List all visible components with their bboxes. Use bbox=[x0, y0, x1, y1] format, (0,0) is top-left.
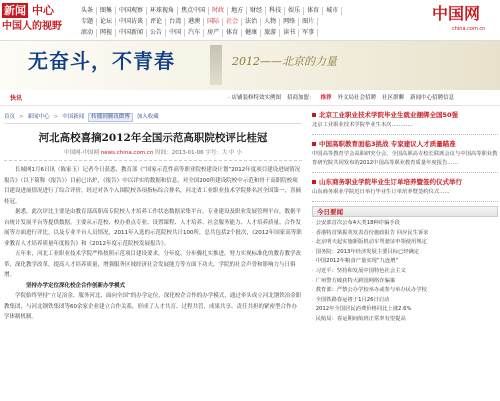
nav-link[interactable]: 房产 bbox=[204, 29, 223, 37]
china-net-logo[interactable] bbox=[432, 4, 498, 34]
nav-link[interactable]: 健康 bbox=[242, 29, 261, 37]
today-headline-item[interactable]: · 国务院：2013年经济发展主要目标已经确定 bbox=[312, 248, 498, 258]
bullet-square-icon bbox=[312, 142, 316, 146]
logo-slogan: 中国人的视野 bbox=[2, 21, 62, 32]
breadcrumb-news-center[interactable]: 新闻中心 bbox=[27, 114, 50, 121]
today-headline-item[interactable]: · 习近平：坚持和发展中国特色社会主义 bbox=[312, 267, 498, 277]
flash-news-bar bbox=[0, 92, 500, 106]
nav-link[interactable]: 台湾 bbox=[166, 18, 185, 26]
article-site[interactable]: news.china.com.cn bbox=[100, 150, 154, 157]
flash-news-link[interactable]: 社区群聊 bbox=[382, 95, 405, 101]
sidebar-news-item bbox=[312, 177, 498, 202]
bullet-square-icon bbox=[312, 113, 316, 117]
nav-link[interactable]: 专题 bbox=[78, 18, 97, 26]
nav-link[interactable]: 地方 bbox=[228, 7, 247, 15]
article bbox=[4, 126, 302, 401]
logo-brand-news: 新闻 bbox=[4, 4, 26, 17]
nav-link[interactable]: 军事 bbox=[299, 29, 318, 37]
article-date: 时间：2013-01-06 bbox=[155, 150, 204, 157]
nav-link[interactable]: 法治 bbox=[242, 18, 261, 26]
site-header bbox=[0, 0, 500, 40]
flash-news-label: 快讯 bbox=[10, 95, 23, 102]
today-headlines bbox=[312, 206, 498, 325]
banner-slogan: 无奋斗，不青春 bbox=[28, 49, 175, 73]
nav-link[interactable]: 时政 bbox=[209, 7, 228, 15]
article-source[interactable]: 中国网-中国网 bbox=[64, 150, 100, 157]
font-size-switch[interactable]: 字号：大 中 小 bbox=[205, 150, 242, 157]
nav-link[interactable]: 头条 bbox=[78, 7, 97, 15]
flash-news-links bbox=[228, 95, 454, 102]
nav-link[interactable]: 科技 bbox=[266, 7, 285, 15]
nav-link[interactable]: 公告 bbox=[147, 29, 166, 37]
nav-link[interactable]: 中国 bbox=[166, 29, 185, 37]
flash-news-link[interactable]: 推荐 bbox=[320, 95, 332, 101]
today-headlines-title: 今日要闻 bbox=[312, 206, 498, 217]
nav-link[interactable]: 体育 bbox=[223, 29, 242, 37]
breadcrumb-china-news[interactable]: 中国新闻 bbox=[62, 114, 85, 121]
flash-news-link[interactable]: 新闻中心招聘信息 bbox=[410, 95, 455, 101]
today-headline-item[interactable]: · 公安部首次公布4大类18种诈骗手段 bbox=[312, 219, 498, 229]
nav-link[interactable]: 网视 bbox=[97, 29, 116, 37]
sidebar-news-item bbox=[312, 139, 498, 173]
sidebar-news-headline[interactable]: 北京工业职业技术学院毕业生就业捆绑全国50强 bbox=[312, 110, 498, 120]
nav-link[interactable]: 中国观察 bbox=[116, 7, 147, 15]
logo-brand-center: 中心 bbox=[32, 4, 54, 17]
sidebar-news-desc: 中国高等教育学会高职研究分会、全国高职高专校长联席会议与中国高等职业教育研究院共同发布的2012中国高等职业教育质量年度报告…… bbox=[312, 151, 498, 166]
flash-news-link[interactable]: 外文局社会招聘 bbox=[337, 95, 377, 101]
nav-link[interactable]: 人物 bbox=[261, 18, 280, 26]
bullet-square-icon bbox=[312, 180, 316, 184]
flash-news-link[interactable]: 招商加盟： bbox=[287, 95, 315, 101]
article-body bbox=[4, 165, 302, 323]
nav-link[interactable]: 汽车 bbox=[185, 29, 204, 37]
today-headline-item[interactable]: · 民航局：春运期间航班正常率有望提高 bbox=[312, 315, 498, 325]
nav-link[interactable]: 网络 bbox=[280, 18, 299, 26]
article-title: 河北高校喜摘2012年全国示范高职院校评比桂冠 bbox=[38, 132, 268, 144]
nav-row-3 bbox=[78, 28, 426, 38]
sidebar-news-desc: 山东商务职业学院近日举行毕业生订单培养暨签约仪式…… bbox=[312, 189, 450, 195]
sidebar-news-desc: 北京工业职业技术学院毕业生本次………… bbox=[312, 122, 413, 128]
nav-link[interactable]: 论坛 bbox=[97, 18, 116, 26]
article-paragraph: 长城网1月6日讯（陈家玉）记者今日获悉，教育部《“国家示范性高等职业院校建设计划”2012年度项目建设进展情况报告》（以下简称《报告》）目前已出炉，《报告》中以详实的数据和信息，对全国200所建设院校中示范和骨干高职院校项目建设进展情况进行了综合评价，经过对各个入围院校各项指标综合排名，河北省工业职业技术学院排名居全国第一，喜摘桂冠。 bbox=[4, 167, 302, 205]
article-meta bbox=[4, 150, 302, 161]
article-paragraph: 据悉，此次评比主要是由教育部高职高专院校人才培养工作状态数据采集平台，专业建设及职业发展管理平台，数据平台统计发展平台等提供数据。主要从示范校、校办重点专业、设置课程、人才培养、社会服务能力、人才培养质量、合作发展等方面进行评比。以及专业平台人员情况，2011年入选的示范院校共计100所，总共包括2个批次，《2012年国家高等职业教育人才培养质量年度报告》和《2012年度示范院校发展报告》。 bbox=[4, 209, 302, 247]
today-headlines-list bbox=[312, 219, 498, 325]
china-net-url: china.com.cn bbox=[452, 26, 486, 32]
nav-link[interactable]: 环球视角 bbox=[147, 7, 178, 15]
nav-link[interactable]: 社会 bbox=[223, 18, 242, 26]
sidebar-news-item bbox=[312, 110, 498, 135]
sidebar-news-headline[interactable]: 山东商务职业学院毕业生订单培养暨签约仪式举行 bbox=[312, 177, 498, 187]
sidebar bbox=[312, 110, 498, 401]
article-paragraph: 五年来，河北工业职业技术学院严格按照示范项目建设要求，分年度、分步骤扎实推进，努力实现标准化的教育教学改革，深化教学改革，提高人才培养质量，增强服务区域经济社会发展能力等方面下功夫，学院的社会声誉和影响力与日俱增。 bbox=[4, 251, 302, 278]
today-headline-item[interactable]: · 香港特首梁振英发表首份施政报告 回应民生诉求 bbox=[312, 229, 498, 239]
nav-row-1 bbox=[78, 6, 426, 16]
today-headline-item[interactable]: · 广州警方破获特大跨国网络诈骗案 bbox=[312, 277, 498, 287]
banner-ink-decoration bbox=[210, 45, 222, 85]
site-logo[interactable] bbox=[2, 3, 72, 37]
nav-link[interactable]: 焦点中国 bbox=[178, 7, 209, 15]
nav-link[interactable]: 图片 bbox=[299, 18, 318, 26]
banner-ad[interactable] bbox=[0, 40, 500, 90]
article-paragraph: 学院始终坚持“立足冶金、服务河北、面向全国”的办学定位，深化校企合作的办学模式，通过牵头成立河北钢铁冶金职教集团，与河北钢铁集团等60余家企业建立合作关系，形成了人才共育、过程共管、成果共享、责任共担的紧密型合作办学体制机制。 bbox=[4, 293, 302, 320]
nav-link[interactable]: 中国访谈 bbox=[116, 18, 147, 26]
nav-link[interactable]: 滚动 bbox=[78, 29, 97, 37]
breadcrumb: 首页 > 新闻中心 > 中国新闻 转播到腾讯微博 加入收藏 bbox=[4, 112, 302, 124]
nav-link[interactable]: 财经 bbox=[247, 7, 266, 15]
today-headline-item[interactable]: · 中国2012年粮食产量实现“九连增” bbox=[312, 257, 498, 267]
breadcrumb-home[interactable]: 首页 bbox=[4, 114, 16, 121]
nav-link[interactable]: 娱乐 bbox=[285, 7, 304, 15]
today-headline-item[interactable]: · 北京明天起实施新版机动车驾驶证申领使用规定 bbox=[312, 238, 498, 248]
nav-link[interactable]: 读书 bbox=[280, 29, 299, 37]
top-nav bbox=[78, 6, 426, 39]
today-headline-item[interactable]: · 教育部：严禁公办学校举办或参与举办民办学校 bbox=[312, 286, 498, 296]
today-headline-item[interactable]: · 2012年全国居民消费价格同比上涨2.6% bbox=[312, 305, 498, 315]
today-headline-item[interactable]: · 全国铁路春运将于1月26日启动 bbox=[312, 296, 498, 306]
nav-link[interactable]: 中国新闻 bbox=[116, 29, 147, 37]
nav-link[interactable]: 图集 bbox=[97, 7, 116, 15]
china-net-logo-text: 中国网 bbox=[432, 4, 481, 23]
nav-link[interactable]: 体育 bbox=[304, 7, 323, 15]
add-favorite-link[interactable]: 加入收藏 bbox=[136, 114, 159, 121]
nav-row-2 bbox=[78, 17, 426, 27]
flash-news-link[interactable]: · 店铺装修特效实例图 bbox=[228, 95, 281, 101]
share-to-weibo-button[interactable]: 转播到腾讯微博 bbox=[88, 113, 133, 122]
nav-link[interactable]: 城市 bbox=[323, 7, 342, 15]
sidebar-news-headline[interactable]: 中国高职教育面临3挑战 专家建议人才质量瞄准 bbox=[312, 139, 498, 149]
nav-link[interactable]: 评论 bbox=[147, 18, 166, 26]
nav-link[interactable]: 国际 bbox=[204, 18, 223, 26]
article-subheading: 坚持办学定位深化校企合作创新办学模式 bbox=[26, 282, 126, 289]
banner-subslogan: 2012——北京的力量 bbox=[232, 55, 337, 68]
nav-link[interactable]: 港澳 bbox=[185, 18, 204, 26]
nav-link[interactable]: 旅游 bbox=[261, 29, 280, 37]
